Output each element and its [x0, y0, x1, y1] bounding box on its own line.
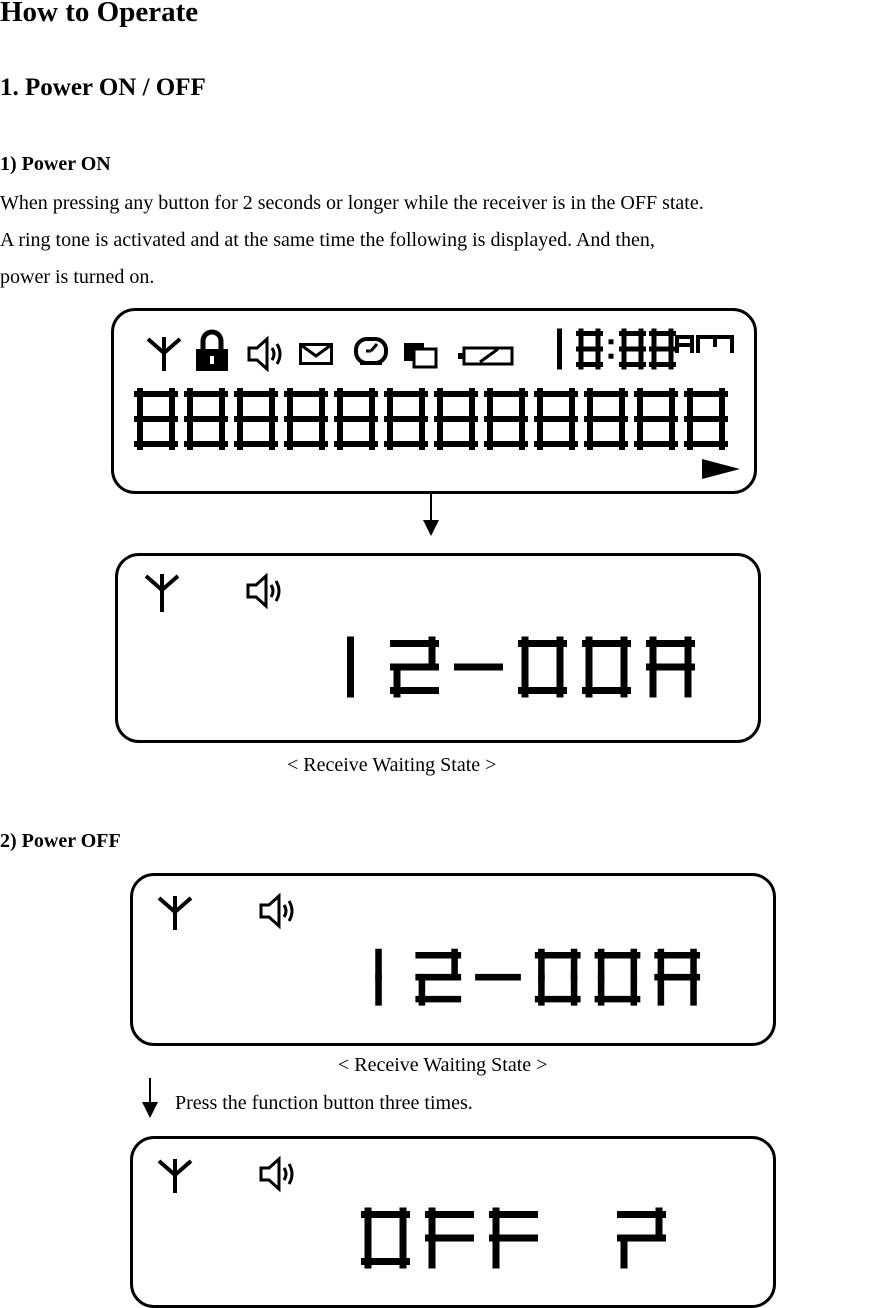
alarm-clock-icon	[354, 337, 388, 367]
ampm-indicator	[674, 333, 736, 355]
power-off-title: 2) Power OFF	[0, 830, 121, 852]
page-heading: How to Operate	[0, 0, 199, 28]
lcd-colon	[609, 339, 614, 344]
antenna-icon	[142, 570, 182, 614]
power-on-line-2: A ring tone is activated and at the same time the following is displayed. And then,	[0, 229, 655, 251]
speaker-icon	[246, 574, 286, 608]
speaker-icon	[259, 894, 299, 928]
power-on-line-3: power is turned on.	[0, 266, 155, 288]
down-arrow-icon	[421, 494, 441, 536]
battery-icon	[456, 345, 516, 367]
lcd-segment-text	[361, 1211, 741, 1271]
power-on-line-1: When pressing any button for 2 seconds or longer while the receiver is in the OFF state.	[0, 192, 704, 214]
lcd-off-prompt	[130, 1136, 776, 1308]
speaker-icon	[247, 337, 287, 371]
receive-waiting-caption: < Receive Waiting State >	[287, 754, 497, 776]
lcd-test-display	[111, 308, 757, 494]
lock-icon	[194, 329, 230, 373]
down-arrow-icon	[140, 1078, 160, 1118]
antenna-icon	[155, 1155, 195, 1195]
instruction-text: Press the function button three times.	[175, 1092, 473, 1114]
section-title: 1. Power ON / OFF	[0, 74, 206, 101]
antenna-icon	[155, 892, 195, 932]
power-on-title: 1) Power ON	[0, 153, 111, 175]
envelope-icon	[299, 343, 333, 365]
lcd-receive-waiting	[115, 553, 761, 743]
lcd-receive-waiting-2	[130, 873, 776, 1046]
memory-icon	[402, 341, 438, 369]
play-indicator-icon	[700, 457, 742, 481]
speaker-icon	[259, 1157, 299, 1191]
lcd-segment-text	[343, 952, 723, 1008]
clock-display	[546, 331, 666, 375]
receive-waiting-caption-2: < Receive Waiting State >	[338, 1054, 548, 1076]
test-digit-row	[134, 391, 744, 453]
lcd-segment-text	[326, 640, 706, 700]
lcd-colon	[609, 354, 614, 359]
antenna-icon	[144, 333, 184, 373]
